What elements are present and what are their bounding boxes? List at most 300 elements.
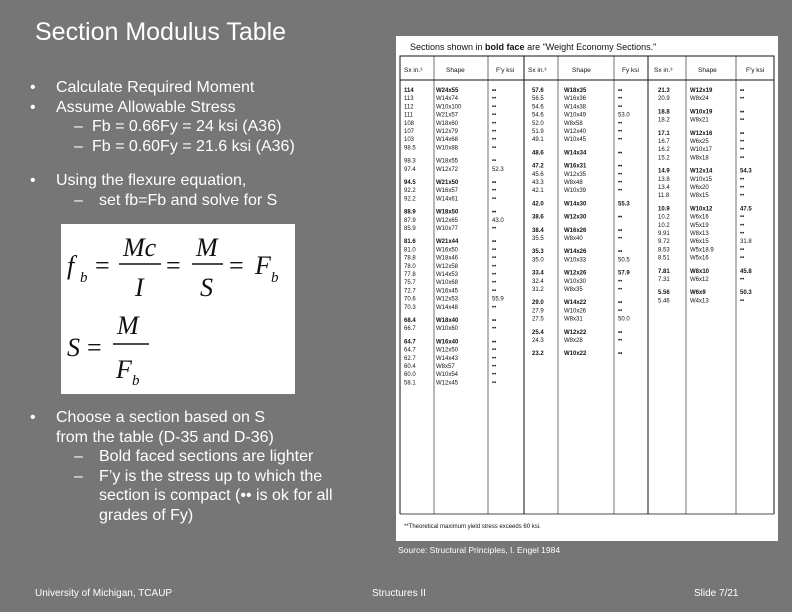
- table-cell: W10x54: [436, 372, 459, 379]
- table-cell: W8x57: [436, 364, 455, 370]
- table-cell: 50.5: [618, 257, 630, 264]
- footer-left: University of Michigan, TCAUP: [35, 588, 173, 599]
- table-cell: 98.3: [404, 158, 416, 165]
- table-cell: 15.2: [658, 155, 670, 162]
- formula-equals: =: [95, 251, 110, 280]
- table-cell: 43.3: [532, 180, 544, 186]
- table-cell: ••: [618, 338, 623, 344]
- table-cell: ••: [618, 96, 623, 103]
- bullet-list-choose: [30, 408, 333, 525]
- table-cell: 8.53: [658, 247, 670, 254]
- table-cell: 16.2: [658, 147, 670, 154]
- table-cell: ••: [740, 214, 745, 221]
- table-cell: 24.3: [532, 338, 544, 344]
- table-cell: W12x19: [690, 88, 713, 94]
- table-cell: 98.5: [404, 145, 416, 152]
- table-cell: ••: [492, 96, 497, 103]
- table-cell: ••: [492, 112, 497, 119]
- table-header-cell: Fy ksi: [622, 67, 639, 74]
- table-cell: 38.6: [532, 214, 544, 221]
- table-cell: 70.6: [404, 296, 416, 303]
- table-cell: W12x14: [690, 168, 713, 175]
- table-cell: 53.0: [618, 112, 630, 119]
- bullet-list: [30, 78, 295, 210]
- table-cell: 108: [404, 120, 415, 127]
- table-cell: 78.0: [404, 263, 416, 270]
- bullet-assume-stress: • Assume Allowable Stress: [30, 98, 295, 118]
- table-cell: 10.2: [658, 222, 670, 229]
- table-cell: 85.9: [404, 226, 416, 232]
- table-cell: 87.9: [404, 217, 416, 224]
- table-cell: W12x40: [564, 129, 587, 135]
- table-caption: Sections shown in bold face are "Weight Economy Sections.": [410, 42, 657, 52]
- table-cell: ••: [492, 364, 497, 370]
- table-cell: ••: [740, 155, 745, 162]
- table-cell: ••: [492, 145, 497, 152]
- table-cell: W12x58: [436, 263, 459, 270]
- table-cell: 7.31: [658, 277, 670, 283]
- table-cell: 97.4: [404, 166, 416, 173]
- table-cell: 38.4: [532, 227, 544, 234]
- table-cell: 16.7: [658, 139, 670, 145]
- table-cell: ••: [740, 247, 745, 254]
- table-cell: W14x22: [564, 300, 587, 307]
- source-citation: Source: Structural Principles, I. Engel 1984: [398, 545, 561, 555]
- table-cell: W14x38: [564, 104, 587, 111]
- table-cell: ••: [618, 150, 623, 157]
- table-cell: ••: [618, 171, 623, 178]
- table-cell: ••: [618, 180, 623, 186]
- table-cell: 21.3: [658, 88, 670, 94]
- table-cell: W12x35: [564, 171, 587, 178]
- table-cell: W10x45: [564, 137, 587, 144]
- table-cell: ••: [740, 96, 745, 103]
- table-cell: W21x50: [436, 180, 459, 186]
- table-cell: ••: [740, 255, 745, 262]
- table-cell: ••: [740, 277, 745, 283]
- sub-bullet-text: Bold faced sections are lighter: [99, 448, 314, 465]
- table-cell: ••: [492, 272, 497, 278]
- table-cell: W16x36: [564, 96, 587, 103]
- table-cell: ••: [492, 188, 497, 195]
- table-cell: W14x26: [564, 249, 587, 256]
- table-cell: 62.7: [404, 355, 416, 362]
- table-cell: ••: [492, 380, 497, 387]
- table-cell: W8x58: [564, 120, 583, 127]
- table-cell: ••: [618, 300, 623, 307]
- table-cell: ••: [492, 339, 497, 346]
- table-cell: W16x26: [564, 227, 587, 234]
- table-cell: 66.7: [404, 326, 416, 333]
- table-cell: W4x13: [690, 298, 709, 305]
- table-cell: ••: [740, 117, 745, 124]
- table-cell: ••: [492, 226, 497, 232]
- formula-Fb: F: [255, 251, 271, 280]
- table-cell: ••: [740, 147, 745, 154]
- table-cell: 50.3: [740, 290, 752, 297]
- table-cell: 35.3: [532, 249, 544, 256]
- sub-bullet-text: set fb=Fb and solve for S: [99, 191, 278, 209]
- table-cell: 5.46: [658, 298, 670, 305]
- table-cell: ••: [740, 222, 745, 229]
- table-cell: W8x18: [690, 155, 709, 162]
- table-cell: 81.6: [404, 239, 416, 246]
- table-cell: 13.4: [658, 185, 670, 191]
- table-cell: 57.6: [532, 88, 544, 94]
- bullet-choose-continued: from the table (D-35 and D-36): [56, 428, 274, 446]
- table-header-cell: F'y ksi: [496, 67, 515, 74]
- table-cell: W5x16: [690, 255, 709, 262]
- table-cell: 10.2: [658, 214, 670, 221]
- table-cell: W8x10: [690, 268, 710, 275]
- table-cell: W5x19: [690, 222, 709, 229]
- table-cell: ••: [740, 88, 745, 94]
- table-cell: ••: [492, 318, 497, 324]
- table-cell: 42.0: [532, 201, 544, 208]
- table-cell: ••: [740, 130, 745, 137]
- table-cell: ••: [618, 236, 623, 242]
- table-cell: ••: [492, 196, 497, 203]
- table-cell: 7.81: [658, 268, 670, 275]
- table-cell: W10x12: [690, 206, 713, 213]
- table-cell: W8x24: [690, 96, 709, 103]
- table-cell: 45.8: [740, 268, 752, 275]
- table-cell: W10x17: [690, 147, 713, 154]
- table-cell: 31.8: [740, 239, 752, 246]
- table-cell: W16x50: [436, 247, 459, 254]
- table-cell: 58.1: [404, 380, 416, 387]
- table-cell: W10x88: [436, 145, 459, 152]
- table-cell: 9.72: [658, 239, 670, 246]
- formula2-s: S: [67, 333, 80, 362]
- table-cell: W8x31: [564, 316, 583, 323]
- bullet-choose-section: • Choose a section based on S: [30, 408, 333, 428]
- table-cell: W6x25: [690, 139, 709, 145]
- table-cell: ••: [492, 239, 497, 246]
- table-cell: W12x16: [690, 130, 713, 137]
- table-cell: ••: [492, 263, 497, 270]
- table-cell: W10x22: [564, 351, 587, 358]
- table-header-cell: Sx in.³: [654, 67, 673, 74]
- table-cell: 48.6: [532, 150, 544, 157]
- table-footnote: **Theoretical maximum yield stress exceeds 60 ksi.: [404, 524, 541, 530]
- table-cell: W6x15: [690, 239, 709, 246]
- table-cell: W18x46: [436, 255, 459, 262]
- table-cell: 27.5: [532, 316, 544, 323]
- table-cell: 81.0: [404, 247, 416, 254]
- flexure-formula: [61, 224, 295, 394]
- table-cell: ••: [618, 104, 623, 111]
- table-cell: 55.3: [618, 201, 630, 208]
- table-cell: ••: [618, 227, 623, 234]
- table-cell: ••: [492, 104, 497, 111]
- table-cell: 33.4: [532, 270, 544, 277]
- footer-center: Structures II: [372, 588, 426, 599]
- table-cell: 29.0: [532, 300, 544, 307]
- table-cell: W18x40: [436, 318, 459, 324]
- table-cell: ••: [492, 355, 497, 362]
- table-cell: W8x15: [690, 193, 709, 200]
- table-cell: ••: [492, 372, 497, 379]
- table-cell: ••: [618, 329, 623, 336]
- table-header-cell: Shape: [446, 67, 465, 74]
- table-cell: W18x35: [564, 88, 587, 94]
- table-cell: 5.56: [658, 290, 670, 297]
- bullet-calculate-moment: • Calculate Required Moment: [30, 78, 295, 98]
- table-cell: ••: [492, 347, 497, 354]
- table-cell: 64.7: [404, 347, 416, 354]
- table-cell: ••: [618, 351, 623, 358]
- table-cell: 111: [404, 112, 414, 119]
- table-cell: ••: [618, 188, 623, 195]
- table-cell: 8.51: [658, 255, 670, 262]
- table-cell: ••: [492, 120, 497, 127]
- formula-s: S: [200, 273, 213, 302]
- table-cell: 17.1: [658, 130, 670, 137]
- table-cell: 60.4: [404, 364, 416, 370]
- table-cell: ••: [492, 180, 497, 186]
- formula2-Fb: F: [116, 355, 132, 384]
- formula-equals: =: [229, 251, 244, 280]
- table-cell: ••: [492, 288, 497, 295]
- table-cell: 88.9: [404, 209, 416, 216]
- table-cell: 56.5: [532, 96, 544, 103]
- table-cell: W12x79: [436, 129, 459, 135]
- table-cell: 42.1: [532, 188, 544, 195]
- table-cell: W12x50: [436, 347, 459, 354]
- table-cell: 113: [404, 96, 414, 103]
- formula-m: M: [196, 233, 218, 262]
- table-cell: ••: [740, 176, 745, 183]
- table-cell: W8x40: [564, 236, 583, 242]
- table-cell: ••: [740, 193, 745, 200]
- table-header-cell: Sx in.³: [404, 67, 423, 74]
- table-cell: ••: [618, 88, 623, 94]
- flexure-formula-box: [61, 224, 295, 394]
- table-header-cell: Shape: [698, 67, 717, 74]
- footer-right: Slide 7/21: [694, 588, 739, 599]
- formula-Fb-sub: b: [271, 270, 279, 286]
- table-cell: 45.6: [532, 171, 544, 178]
- table-cell: 72.7: [404, 288, 416, 295]
- table-cell: ••: [618, 137, 623, 144]
- table-cell: W6x20: [690, 185, 709, 191]
- table-cell: W12x45: [436, 380, 459, 387]
- table-cell: 31.2: [532, 287, 544, 293]
- table-cell: W16x45: [436, 288, 459, 295]
- formula2-equals: =: [87, 333, 102, 362]
- table-header-cell: Sx in.³: [528, 67, 547, 74]
- table-cell: ••: [492, 304, 497, 311]
- table-cell: W8x28: [564, 338, 583, 344]
- table-cell: ••: [492, 209, 497, 216]
- table-cell: 52.3: [492, 166, 504, 173]
- table-cell: 13.8: [658, 176, 670, 183]
- table-cell: W10x26: [564, 308, 587, 315]
- table-cell: W12x26: [564, 270, 587, 277]
- table-cell: W16x40: [436, 339, 459, 346]
- table-cell: W12x22: [564, 329, 587, 336]
- table-cell: W14x34: [564, 150, 587, 157]
- table-cell: W10x30: [564, 278, 587, 285]
- table-cell: W8x35: [564, 287, 583, 293]
- table-cell: W14x61: [436, 196, 459, 203]
- table-cell: ••: [618, 120, 623, 127]
- table-cell: ••: [492, 326, 497, 333]
- table-cell: 94.5: [404, 180, 416, 186]
- table-cell: W12x72: [436, 166, 459, 173]
- sub-bullet-fy-stress-cont2: grades of Fy): [99, 506, 194, 524]
- table-cell: 103: [404, 137, 415, 144]
- table-cell: W10x60: [436, 326, 459, 333]
- table-cell: W10x39: [564, 188, 587, 195]
- table-cell: 60.0: [404, 372, 416, 379]
- table-cell: 9.91: [658, 231, 670, 237]
- sub-bullet-text: F’y is the stress up to which the: [99, 467, 323, 485]
- table-cell: ••: [618, 129, 623, 135]
- table-cell: 92.2: [404, 196, 416, 203]
- table-cell: 11.8: [658, 193, 670, 200]
- table-cell: 14.9: [658, 168, 670, 175]
- table-cell: W21x44: [436, 239, 459, 246]
- table-cell: W14x30: [564, 201, 587, 208]
- table-cell: 112: [404, 104, 414, 111]
- table-cell: W5x18.9: [690, 247, 714, 254]
- table-cell: 50.0: [618, 316, 630, 323]
- bullet-flexure-equation: • Using the flexure equation,: [30, 171, 295, 191]
- table-cell: 49.1: [532, 137, 544, 144]
- table-cell: W12x65: [436, 217, 459, 224]
- formula-mc: Mc: [123, 233, 157, 262]
- table-cell: W16x31: [564, 163, 587, 170]
- table-cell: 25.4: [532, 329, 544, 336]
- table-cell: ••: [492, 88, 497, 94]
- table-cell: ••: [492, 280, 497, 287]
- sub-bullet-set-fb: – set fb=Fb and solve for S: [74, 191, 278, 209]
- slide-title: Section Modulus Table: [35, 18, 287, 46]
- table-cell: W16x57: [436, 188, 459, 195]
- table-cell: W14x48: [436, 304, 459, 311]
- table-cell: 75.7: [404, 280, 416, 287]
- table-cell: ••: [618, 278, 623, 285]
- table-cell: 114: [404, 88, 414, 94]
- table-header-cell: Shape: [572, 67, 591, 74]
- table-cell: W8x48: [564, 180, 583, 186]
- table-cell: ••: [618, 287, 623, 293]
- table-cell: 92.2: [404, 188, 416, 195]
- sub-bullet-fb-060: – Fb = 0.60Fy = 21.6 ksi (A36): [74, 137, 295, 155]
- table-cell: ••: [618, 163, 623, 170]
- formula-fb-sub: b: [80, 270, 88, 286]
- sub-bullet-fy-stress: – F’y is the stress up to which the: [74, 467, 323, 485]
- table-cell: 54.3: [740, 168, 752, 175]
- table-cell: W18x50: [436, 209, 459, 216]
- table-cell: ••: [740, 139, 745, 145]
- table-cell: 77.8: [404, 272, 416, 278]
- formula-equals: =: [166, 251, 181, 280]
- table-cell: 43.0: [492, 217, 504, 224]
- table-cell: ••: [618, 249, 623, 256]
- table-cell: 27.9: [532, 308, 544, 315]
- table-cell: ••: [740, 231, 745, 237]
- table-cell: W14x43: [436, 355, 459, 362]
- table-cell: W14x74: [436, 96, 459, 103]
- table-cell: ••: [740, 298, 745, 305]
- table-cell: W14x53: [436, 272, 459, 278]
- table-cell: 78.8: [404, 255, 416, 262]
- table-cell: 54.6: [532, 112, 544, 119]
- sub-bullet-bold-faced: – Bold faced sections are lighter: [74, 448, 314, 465]
- table-cell: 107: [404, 129, 415, 135]
- formula-fb: f: [67, 251, 75, 280]
- table-cell: 32.4: [532, 278, 544, 285]
- table-cell: W10x77: [436, 226, 459, 232]
- table-cell: ••: [618, 308, 623, 315]
- table-cell: ••: [492, 247, 497, 254]
- table-cell: 35.0: [532, 257, 544, 264]
- table-cell: W6x12: [690, 277, 709, 283]
- table-cell: 47.2: [532, 163, 544, 170]
- table-cell: W10x15: [690, 176, 713, 183]
- table-cell: W8x21: [690, 117, 709, 124]
- table-cell: 52.0: [532, 120, 544, 127]
- table-cell: ••: [740, 185, 745, 191]
- table-cell: ••: [492, 255, 497, 262]
- table-cell: W10x100: [436, 104, 462, 111]
- formula2-m: M: [117, 311, 139, 340]
- table-cell: W18x60: [436, 120, 459, 127]
- table-cell: 23.2: [532, 351, 544, 358]
- table-cell: 20.9: [658, 96, 670, 103]
- table-cell: 57.9: [618, 270, 630, 277]
- table-cell: 64.7: [404, 339, 416, 346]
- table-cell: W21x57: [436, 112, 459, 119]
- table-cell: ••: [740, 109, 745, 116]
- table-cell: ••: [492, 129, 497, 135]
- sub-bullet-text: Fb = 0.66Fy = 24 ksi (A36): [92, 118, 282, 135]
- formula-i: I: [135, 273, 144, 302]
- sub-bullet-fb-066: – Fb = 0.66Fy = 24 ksi (A36): [74, 118, 282, 135]
- table-cell: W10x49: [564, 112, 587, 119]
- table-cell: ••: [618, 214, 623, 221]
- table-cell: W14x68: [436, 137, 459, 144]
- table-cell: ••: [492, 158, 497, 165]
- table-cell: 55.9: [492, 296, 504, 303]
- table-cell: 18.2: [658, 117, 670, 124]
- table-cell: 51.9: [532, 129, 544, 135]
- table-cell: 18.8: [658, 109, 670, 116]
- formula2-Fb-sub: b: [132, 373, 140, 389]
- table-cell: W6x9: [690, 290, 706, 297]
- section-modulus-table-svg: [396, 36, 778, 541]
- table-cell: W10x68: [436, 280, 459, 287]
- table-cell: 10.9: [658, 206, 670, 213]
- section-modulus-table: [396, 36, 778, 541]
- table-cell: W10x33: [564, 257, 587, 264]
- sub-bullet-text: Fb = 0.60Fy = 21.6 ksi (A36): [92, 137, 295, 155]
- table-cell: W12x30: [564, 214, 587, 221]
- table-cell: 54.6: [532, 104, 544, 111]
- table-cell: W18x55: [436, 158, 459, 165]
- table-cell: W6x16: [690, 214, 709, 221]
- table-cell: ••: [492, 137, 497, 144]
- table-cell: 68.4: [404, 318, 416, 324]
- sub-bullet-fy-stress-cont: section is compact (•• is ok for all: [99, 487, 333, 504]
- table-cell: W12x53: [436, 296, 459, 303]
- table-cell: W8x13: [690, 231, 709, 237]
- table-header-cell: F'y ksi: [746, 67, 765, 74]
- table-cell: W10x19: [690, 109, 713, 116]
